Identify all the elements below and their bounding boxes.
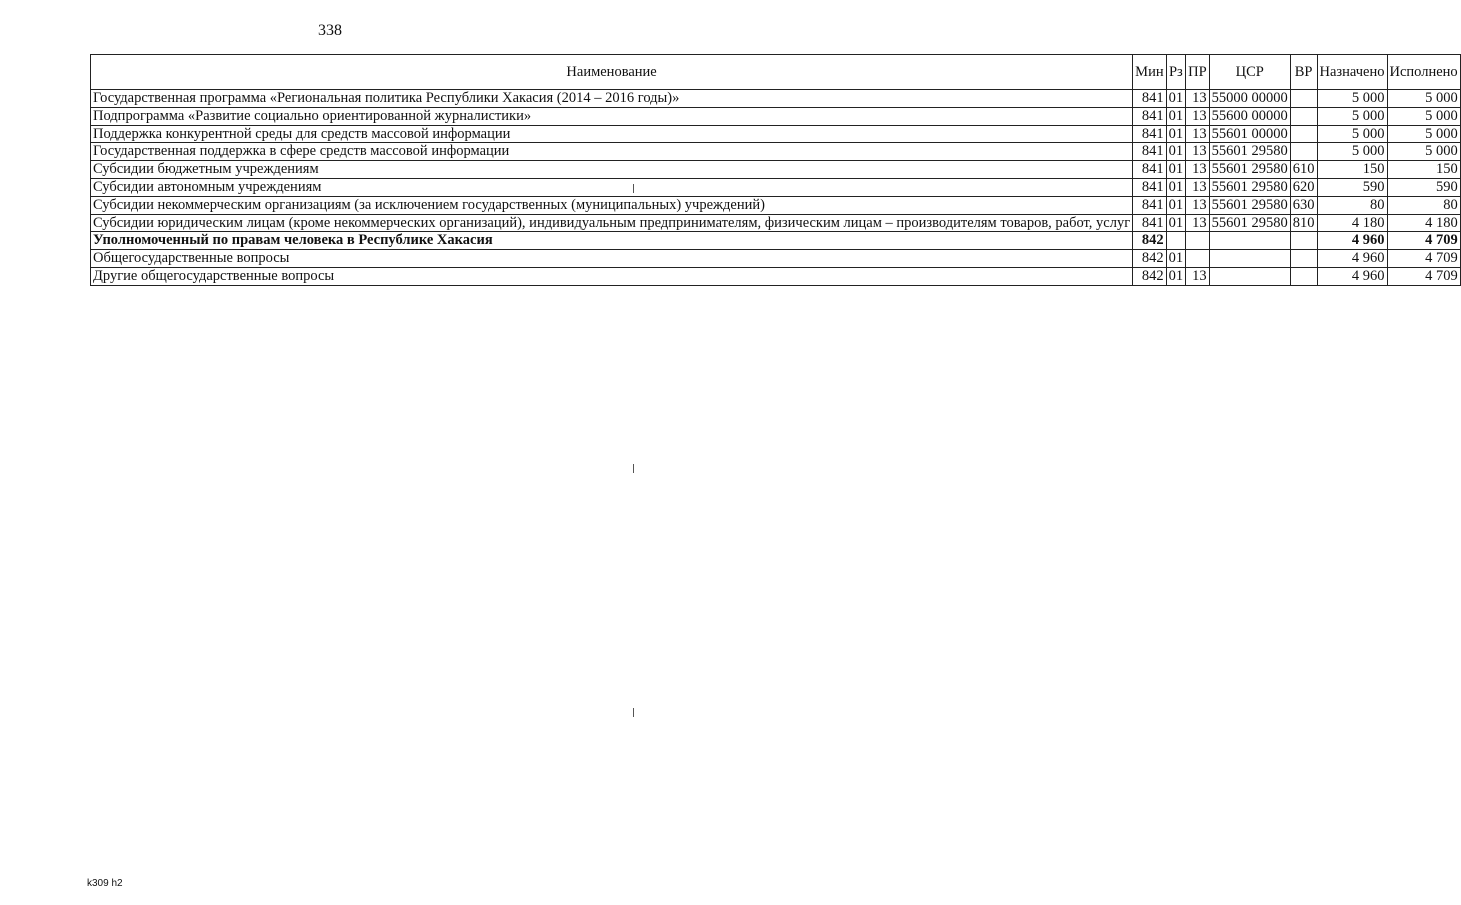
table-row — [91, 161, 1461, 179]
row-min: 841 — [1133, 125, 1166, 143]
margin-tick — [633, 708, 634, 717]
row-assigned: 5 000 — [1317, 143, 1387, 161]
row-rz: 01 — [1166, 161, 1186, 179]
row-min: 841 — [1133, 143, 1166, 161]
footer-code: k309 h2 — [87, 878, 123, 889]
row-pr: 13 — [1186, 196, 1210, 214]
row-executed: 4 709 — [1387, 232, 1460, 250]
row-pr: 13 — [1186, 107, 1210, 125]
row-assigned: 150 — [1317, 161, 1387, 179]
table-row — [91, 267, 1461, 285]
row-name: Субсидии бюджетным учреждениям — [91, 161, 1133, 179]
table-row — [91, 107, 1461, 125]
row-vr: 620 — [1290, 178, 1317, 196]
row-executed: 5 000 — [1387, 90, 1460, 108]
row-min: 841 — [1133, 161, 1166, 179]
table-row — [91, 178, 1461, 196]
row-assigned: 4 960 — [1317, 232, 1387, 250]
row-vr — [1290, 232, 1317, 250]
header-rz: Рз — [1166, 55, 1186, 90]
row-rz: 01 — [1166, 143, 1186, 161]
row-pr: 13 — [1186, 161, 1210, 179]
header-assigned: Назначено — [1317, 55, 1387, 90]
row-name: Субсидии некоммерческим организациям (за исключением государственных (муниципальных) учреждений) — [91, 196, 1133, 214]
row-name: Поддержка конкурентной среды для средств массовой информации — [91, 125, 1133, 143]
row-csr — [1209, 250, 1290, 268]
row-assigned: 5 000 — [1317, 125, 1387, 143]
row-pr — [1186, 232, 1210, 250]
row-csr: 55601 29580 — [1209, 161, 1290, 179]
row-vr — [1290, 250, 1317, 268]
row-rz: 01 — [1166, 196, 1186, 214]
budget-table — [90, 54, 1461, 286]
header-pr: ПР — [1186, 55, 1210, 90]
row-executed: 590 — [1387, 178, 1460, 196]
row-min: 841 — [1133, 196, 1166, 214]
row-assigned: 4 960 — [1317, 250, 1387, 268]
row-executed: 80 — [1387, 196, 1460, 214]
row-pr: 13 — [1186, 90, 1210, 108]
row-min: 842 — [1133, 250, 1166, 268]
row-min: 842 — [1133, 232, 1166, 250]
header-name: Наименование — [91, 55, 1133, 90]
row-rz — [1166, 232, 1186, 250]
row-executed: 5 000 — [1387, 107, 1460, 125]
row-rz: 01 — [1166, 214, 1186, 232]
row-assigned: 4 180 — [1317, 214, 1387, 232]
row-csr: 55600 00000 — [1209, 107, 1290, 125]
header-vr: ВР — [1290, 55, 1317, 90]
row-name: Государственная программа «Региональная политика Республики Хакасия (2014 – 2016 годы)» — [91, 90, 1133, 108]
row-csr: 55000 00000 — [1209, 90, 1290, 108]
table-header-row — [91, 55, 1461, 90]
row-vr: 610 — [1290, 161, 1317, 179]
table-row — [91, 196, 1461, 214]
row-vr — [1290, 267, 1317, 285]
row-vr — [1290, 143, 1317, 161]
row-executed: 4 180 — [1387, 214, 1460, 232]
row-min: 841 — [1133, 178, 1166, 196]
margin-tick — [633, 464, 634, 473]
table-row — [91, 143, 1461, 161]
table-row — [91, 232, 1461, 250]
row-name: Уполномоченный по правам человека в Республике Хакасия — [91, 232, 1133, 250]
table-row — [91, 214, 1461, 232]
row-assigned: 80 — [1317, 196, 1387, 214]
margin-tick — [633, 184, 634, 193]
row-pr — [1186, 250, 1210, 268]
row-pr: 13 — [1186, 178, 1210, 196]
row-executed: 4 709 — [1387, 267, 1460, 285]
row-csr: 55601 29580 — [1209, 196, 1290, 214]
row-csr — [1209, 232, 1290, 250]
row-csr — [1209, 267, 1290, 285]
row-name: Подпрограмма «Развитие социально ориентированной журналистики» — [91, 107, 1133, 125]
row-min: 841 — [1133, 90, 1166, 108]
header-csr: ЦСР — [1209, 55, 1290, 90]
row-csr: 55601 00000 — [1209, 125, 1290, 143]
row-vr: 630 — [1290, 196, 1317, 214]
row-pr: 13 — [1186, 214, 1210, 232]
row-vr — [1290, 90, 1317, 108]
row-vr — [1290, 125, 1317, 143]
row-csr: 55601 29580 — [1209, 214, 1290, 232]
row-vr: 810 — [1290, 214, 1317, 232]
table-row — [91, 90, 1461, 108]
row-name: Субсидии юридическим лицам (кроме некоммерческих организаций), индивидуальным предпринимателям, физическим лицам – производителям товаров, работ, услуг — [91, 214, 1133, 232]
row-csr: 55601 29580 — [1209, 178, 1290, 196]
table-row — [91, 125, 1461, 143]
row-rz: 01 — [1166, 267, 1186, 285]
row-assigned: 4 960 — [1317, 267, 1387, 285]
row-assigned: 5 000 — [1317, 107, 1387, 125]
row-pr: 13 — [1186, 143, 1210, 161]
row-name: Государственная поддержка в сфере средств массовой информации — [91, 143, 1133, 161]
row-name: Общегосударственные вопросы — [91, 250, 1133, 268]
row-min: 842 — [1133, 267, 1166, 285]
row-vr — [1290, 107, 1317, 125]
header-executed: Исполнено — [1387, 55, 1460, 90]
row-csr: 55601 29580 — [1209, 143, 1290, 161]
row-assigned: 590 — [1317, 178, 1387, 196]
row-rz: 01 — [1166, 125, 1186, 143]
row-rz: 01 — [1166, 250, 1186, 268]
row-executed: 150 — [1387, 161, 1460, 179]
row-name: Субсидии автономным учреждениям — [91, 178, 1133, 196]
row-executed: 4 709 — [1387, 250, 1460, 268]
row-min: 841 — [1133, 214, 1166, 232]
row-executed: 5 000 — [1387, 125, 1460, 143]
row-pr: 13 — [1186, 125, 1210, 143]
row-assigned: 5 000 — [1317, 90, 1387, 108]
row-rz: 01 — [1166, 90, 1186, 108]
row-rz: 01 — [1166, 178, 1186, 196]
row-rz: 01 — [1166, 107, 1186, 125]
row-executed: 5 000 — [1387, 143, 1460, 161]
row-min: 841 — [1133, 107, 1166, 125]
row-name: Другие общегосударственные вопросы — [91, 267, 1133, 285]
header-min: Мин — [1133, 55, 1166, 90]
page-number: 338 — [318, 22, 342, 39]
table-row — [91, 250, 1461, 268]
row-pr: 13 — [1186, 267, 1210, 285]
